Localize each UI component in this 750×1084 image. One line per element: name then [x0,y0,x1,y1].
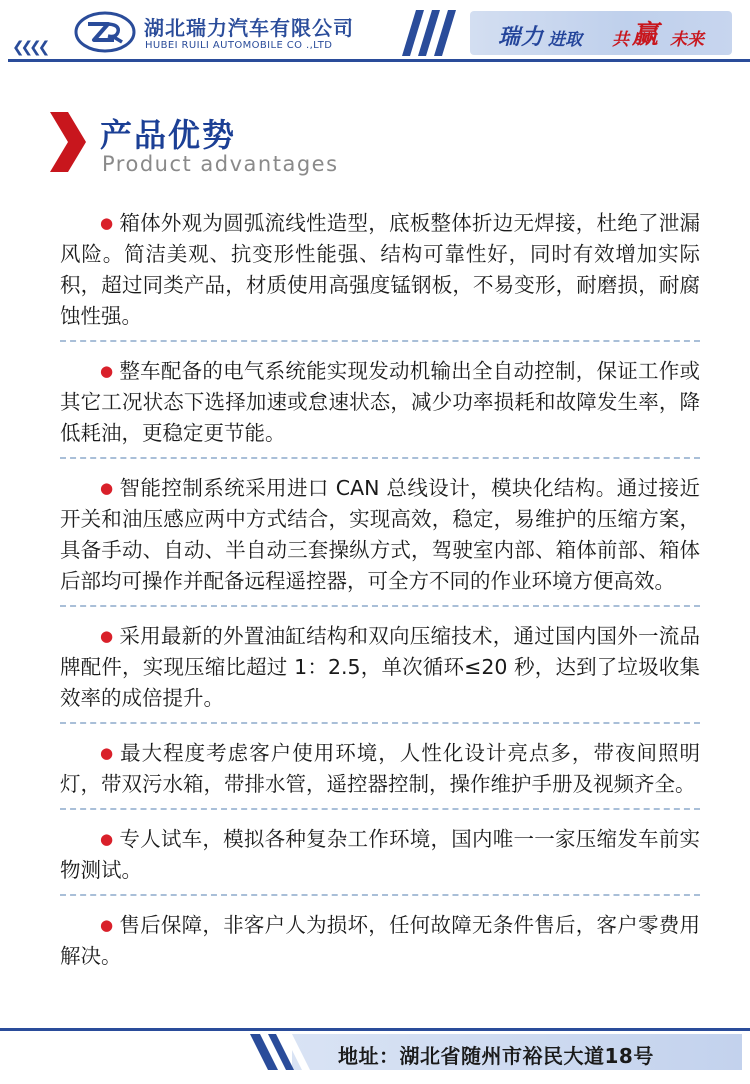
company-address: 地址：湖北省随州市裕民大道18号 [338,1044,654,1068]
list-item [60,738,700,810]
bullet-icon: ● [100,744,115,762]
list-item [60,473,700,607]
slogan-part-1: 进取 [548,30,582,50]
advantage-text: 售后保障，非客户人为损坏，任何故障无条件售后，客户零费用解决。 [60,913,701,968]
list-item [60,208,700,342]
slogan-brush-char: 赢 [632,20,659,50]
company-name-cn: 湖北瑞力汽车有限公司 [144,16,354,40]
header-divider [8,59,750,62]
section-subtitle: Product advantages [102,152,339,176]
bullet-icon: ● [100,627,114,645]
bullet-icon: ● [100,214,114,232]
footer-divider [0,1028,750,1031]
bullet-icon: ● [100,362,114,380]
advantage-text: 智能控制系统采用进口 CAN 总线设计，模块化结构。通过接近开关和油压感应两中方式结合，实现高效，稳定，易维护的压缩方案，具备手动、自动、半自动三套操纵方式，驾驶室内部、箱体前部、箱体后部均可操作并配备远程遥控器，可全方不同的作业环境方便高效。 [60,476,700,593]
list-item [60,356,700,459]
footer-decorative-stripes [250,1034,320,1070]
list-item [60,910,700,980]
company-logo-icon [74,10,136,54]
page-header [0,0,750,66]
company-name-en: HUBEI RUILI AUTOMOBILE CO .,LTD [145,40,333,51]
advantage-text: 采用最新的外置油缸结构和双向压缩技术，通过国内国外一流品牌配件，实现压缩比超过 1：2.5，单次循环≤20 秒，达到了垃圾收集效率的成倍提升。 [60,624,701,710]
slogan-part-2: 共 [612,30,629,50]
slogan-part-3: 未来 [670,30,704,50]
chevron-right-icon [50,112,86,172]
advantage-text: 箱体外观为圆弧流线性造型，底板整体折边无焊接，杜绝了泄漏风险。简洁美观、抗变形性能强、结构可靠性好，同时有效增加实际积，超过同类产品，材质使用高强度锰钢板，不易变形，耐磨损，耐腐蚀性强。 [60,211,701,328]
bullet-icon: ● [100,830,114,848]
advantages-list [60,208,700,994]
bullet-icon: ● [100,479,114,497]
advantage-text: 专人试车，模拟各种复杂工作环境，国内唯一一家压缩发车前实物测试。 [60,827,701,882]
slogan-brand: 瑞力 [498,25,545,50]
advantage-text: 整车配备的电气系统能实现发动机输出全自动控制，保证工作或其它工况状态下选择加速或怠速状态，减少功率损耗和故障发生率，降低耗油，更稳定更节能。 [60,359,701,445]
section-title: 产品优势 [100,116,237,154]
advantage-text: 最大程度考虑客户使用环境，人性化设计亮点多，带夜间照明灯，带双污水箱，带排水管，遥控器控制，操作维护手册及视频齐全。 [60,741,700,796]
list-item [60,621,700,724]
chevrons-left-icon: ❮❮❮❮ [12,38,47,56]
list-item [60,824,700,896]
decorative-stripes [402,10,462,56]
bullet-icon: ● [100,916,114,934]
